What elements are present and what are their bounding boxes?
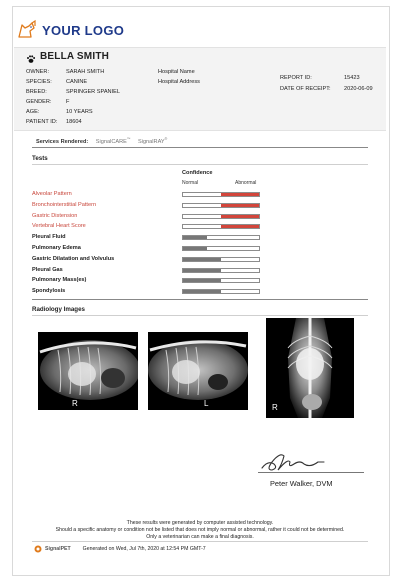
svg-text:R: R [72, 399, 78, 408]
test-row [32, 267, 268, 276]
service-signalcare: SignalCARE™ [95, 137, 131, 145]
test-label: Pleural Fluid [32, 234, 66, 241]
patient-id-label: PATIENT ID: [26, 119, 58, 125]
disclaimer-line-2: Should a specific anatomy or condition not be listed that does not imply normal or abnormal, rather it could not be determined. [55, 527, 345, 533]
services-divider [32, 147, 368, 148]
patient-id-value: 18604 [66, 119, 82, 125]
logo [16, 18, 124, 42]
disclaimer-line-3: Only a veterinarian can make a final diagnosis. [146, 534, 254, 540]
service-signalray: SignalRAY® [137, 137, 168, 145]
services-rendered [36, 137, 167, 145]
test-label: Vertebral Heart Score [32, 223, 86, 230]
test-row [32, 202, 268, 211]
confidence-bar [182, 257, 260, 262]
confidence-bar [182, 203, 260, 208]
confidence-bar [182, 235, 260, 240]
paw-icon [26, 54, 36, 64]
confidence-bar [182, 224, 260, 229]
services-label: Services Rendered: [36, 138, 89, 145]
test-row [32, 223, 268, 232]
gender-label: GENDER: [26, 99, 52, 105]
hospital-address: Hospital Address [158, 79, 200, 85]
receipt-date-value: 2020-06-09 [344, 86, 373, 92]
confidence-bar-fill [183, 290, 221, 293]
test-row [32, 191, 268, 200]
tests-title: Tests [32, 155, 48, 162]
patient-name: BELLA SMITH [40, 51, 110, 62]
generated-timestamp: Generated on Wed, Jul 7th, 2020 at 12:54 PM GMT-7 [82, 546, 206, 552]
receipt-date-label: DATE OF RECEIPT: [280, 86, 331, 92]
footer-divider [32, 541, 368, 542]
test-label: Gastric Distension [32, 212, 78, 219]
signature-line [258, 472, 364, 473]
logo-text: YOUR LOGO [42, 22, 125, 38]
hospital-name: Hospital Name [158, 69, 195, 75]
confidence-normal-label: Normal [182, 180, 199, 186]
disclaimer-line-1: These results were generated by computer assisted technology. [126, 520, 274, 526]
xray-image-vd[interactable] [266, 318, 354, 418]
radiology-title: Radiology Images [32, 306, 85, 313]
test-label: Pleural Gas [32, 266, 63, 273]
test-row [32, 288, 268, 297]
confidence-header: Confidence [182, 170, 213, 176]
radiology-divider [32, 315, 368, 316]
dog-logo-icon [16, 19, 38, 41]
confidence-bar-fill [221, 193, 259, 196]
confidence-bar [182, 278, 260, 283]
confidence-bar-fill [183, 236, 207, 239]
signalpet-logo-icon [34, 545, 42, 553]
signalpet-brand: SignalPET [45, 546, 71, 552]
test-row [32, 213, 268, 222]
test-label: Pulmonary Mass(es) [32, 277, 87, 284]
xray-image-lateral-2[interactable] [148, 332, 248, 410]
confidence-bar-fill [183, 279, 221, 282]
confidence-bar [182, 268, 260, 273]
confidence-bar-fill [221, 215, 259, 218]
report-id-value: 15423 [344, 75, 360, 81]
confidence-abnormal-label: Abnormal [235, 180, 257, 186]
breed-value: SPRINGER SPANIEL [66, 89, 120, 95]
signature-image [258, 448, 328, 474]
test-label: Pulmonary Edema [32, 245, 81, 251]
gender-value: F [66, 99, 70, 105]
confidence-bar-fill [183, 258, 221, 261]
age-label: AGE: [26, 109, 40, 115]
xray-image-lateral-1[interactable] [38, 332, 138, 410]
confidence-bar-fill [183, 247, 207, 250]
test-row [32, 245, 268, 254]
test-row [32, 234, 268, 243]
generated-row [34, 545, 206, 553]
confidence-bar-fill [221, 225, 259, 228]
patient-info-panel [14, 47, 386, 131]
owner-value: SARAH SMITH [66, 69, 105, 75]
species-value: CANINE [66, 79, 88, 85]
test-label: Alveolar Pattern [32, 191, 72, 197]
tests-end-divider [32, 299, 368, 300]
species-label: SPECIES: [26, 79, 52, 85]
svg-text:L: L [204, 399, 209, 408]
veterinarian-name: Peter Walker, DVM [270, 479, 333, 488]
confidence-bar [182, 289, 260, 294]
test-row [32, 277, 268, 286]
report-id-label: REPORT ID: [280, 75, 312, 81]
confidence-bar [182, 214, 260, 219]
test-label: Spondylosis [32, 288, 66, 295]
test-row [32, 256, 268, 265]
breed-label: BREED: [26, 89, 47, 95]
age-value: 10 YEARS [66, 109, 93, 115]
tests-divider [32, 164, 368, 165]
test-label: Bronchointerstitial Pattern [32, 201, 97, 208]
svg-text:R: R [272, 403, 278, 412]
confidence-bar [182, 192, 260, 197]
test-label: Gastric Dilatation and Volvulus [32, 255, 115, 262]
confidence-bar [182, 246, 260, 251]
owner-label: OWNER: [26, 69, 49, 75]
confidence-bar-fill [221, 204, 259, 207]
confidence-bar-fill [183, 269, 221, 272]
